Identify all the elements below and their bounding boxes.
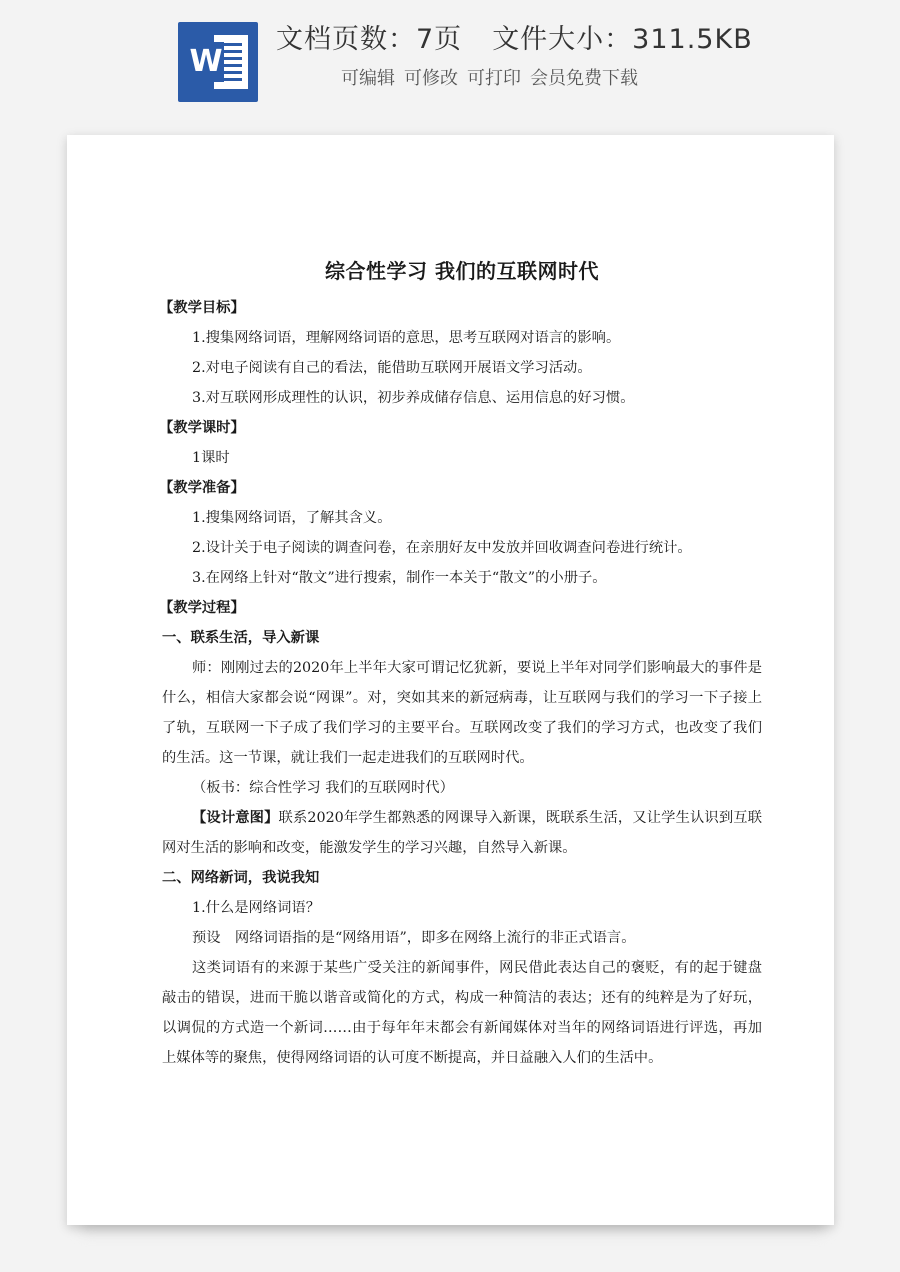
document-body bbox=[159, 253, 762, 1073]
goal-item: 1.搜集网络词语，理解网络词语的意思，思考互联网对语言的影响。 bbox=[192, 330, 621, 346]
file-size-text: 文件大小：311.5KB bbox=[492, 24, 753, 55]
word-document-icon bbox=[178, 22, 258, 102]
design-intent-label: 【设计意图】 bbox=[192, 810, 279, 826]
design-intent-paragraph bbox=[162, 803, 762, 863]
goal-item: 2.对电子阅读有自己的看法，能借助互联网开展语文学习活动。 bbox=[192, 360, 592, 376]
feature-list bbox=[341, 64, 638, 94]
preset-answer: 预设 网络词语指的是“网络用语”，即多在网络上流行的非正式语言。 bbox=[192, 930, 636, 946]
word-icon-letter: W bbox=[188, 42, 224, 82]
section-heading-process: 【教学过程】 bbox=[159, 600, 245, 616]
hours-value: 1课时 bbox=[192, 450, 230, 466]
document-title: 综合性学习 我们的互联网时代 bbox=[325, 259, 599, 283]
section-heading-hours: 【教学课时】 bbox=[159, 420, 245, 436]
process-part1-title: 一、联系生活，导入新课 bbox=[162, 630, 320, 646]
doc-info-line bbox=[276, 20, 753, 60]
document-page bbox=[67, 135, 834, 1225]
page-count-text: 文档页数：7页 bbox=[276, 24, 463, 55]
feature-printable: 可打印 bbox=[467, 68, 521, 89]
question-line: 1.什么是网络词语？ bbox=[192, 900, 321, 916]
prep-item: 2.设计关于电子阅读的调查问卷，在亲朋好友中发放并回收调查问卷进行统计。 bbox=[192, 540, 692, 556]
prep-item: 3.在网络上针对“散文”进行搜索，制作一本关于“散文”的小册子。 bbox=[192, 570, 607, 586]
paragraph-intro: 师：刚刚过去的2020年上半年大家可谓记忆犹新，要说上半年对同学们影响最大的事件是什么，相信大家都会说“网课”。对，突如其来的新冠病毒，让互联网与我们的学习一下子接上了轨，互联网一下子成了我们学习的主要平台。互联网改变了我们的学习方式，也改变了我们的生活。这一节课，就让我们一起走进我们的互联网时代。 bbox=[162, 660, 762, 766]
design-intent-text: 联系2020年学生都熟悉的网课导入新课，既联系生活，又让学生认识到互联网对生活的影响和改变，能激发学生的学习兴趣，自然导入新课。 bbox=[162, 810, 762, 856]
feature-editable: 可编辑 bbox=[341, 68, 395, 89]
paragraph-network-words: 这类词语有的来源于某些广受关注的新闻事件，网民借此表达自己的褒贬，有的起于键盘敲击的错误，进而干脆以谐音或简化的方式，构成一种简洁的表达；还有的纯粹是为了好玩，以调侃的方式造一个新词……由于每年年末都会有新闻媒体对当年的网络词语进行评选，再加上媒体等的聚焦，使得网络词语的认可度不断提高，并日益融入人们的生活中。 bbox=[162, 960, 762, 1066]
section-heading-goals: 【教学目标】 bbox=[159, 300, 245, 316]
feature-free-download: 会员免费下载 bbox=[530, 68, 638, 89]
prep-item: 1.搜集网络词语，了解其含义。 bbox=[192, 510, 392, 526]
download-banner bbox=[0, 0, 900, 125]
process-part2-title: 二、网络新词，我说我知 bbox=[162, 870, 320, 886]
section-heading-prep: 【教学准备】 bbox=[159, 480, 245, 496]
board-note: （板书：综合性学习 我们的互联网时代） bbox=[192, 780, 454, 796]
feature-modifiable: 可修改 bbox=[404, 68, 458, 89]
goal-item: 3.对互联网形成理性的认识，初步养成储存信息、运用信息的好习惯。 bbox=[192, 390, 635, 406]
